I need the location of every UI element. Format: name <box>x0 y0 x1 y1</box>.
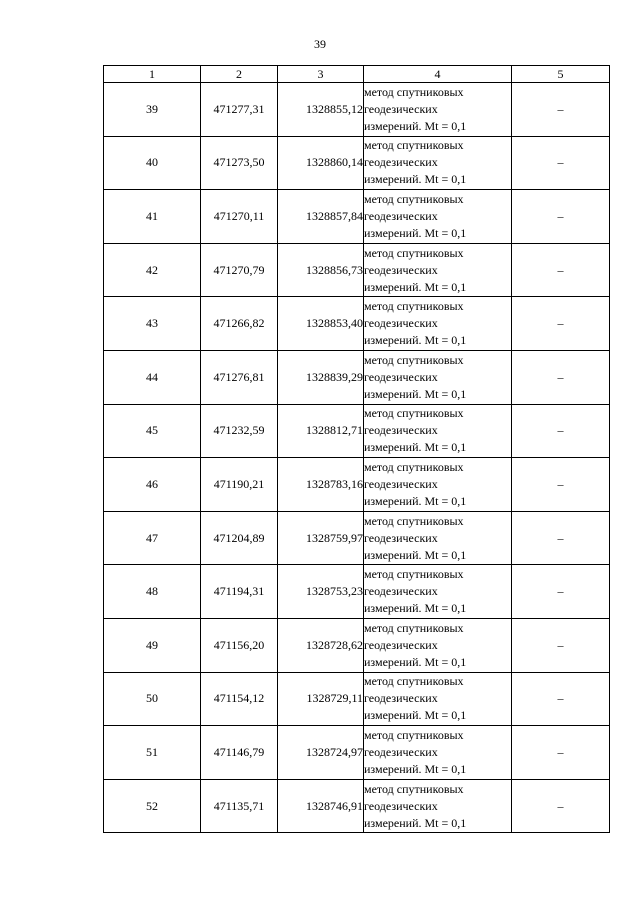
method-cell <box>364 565 512 619</box>
coordinates-table <box>103 65 610 833</box>
x-coordinate-cell: 471277,31 <box>201 83 278 137</box>
method-cell <box>364 190 512 244</box>
method-line: геодезических <box>364 691 438 706</box>
method-cell <box>364 83 512 137</box>
header-col-1: 1 <box>104 66 201 83</box>
header-col-5: 5 <box>512 66 610 83</box>
x-coordinate-cell: 471146,79 <box>201 726 278 780</box>
x-coordinate-cell: 471156,20 <box>201 618 278 672</box>
y-coordinate-cell: 1328728,62 <box>278 618 364 672</box>
note-cell: – <box>512 243 610 297</box>
method-line: метод спутниковых <box>364 191 464 206</box>
table-row <box>104 779 610 833</box>
table-row <box>104 726 610 780</box>
method-line: измерений. Mt = 0,1 <box>364 815 467 830</box>
table-row <box>104 404 610 458</box>
method-line: измерений. Mt = 0,1 <box>364 601 467 616</box>
table-row <box>104 350 610 404</box>
table-row <box>104 458 610 512</box>
x-coordinate-cell: 471204,89 <box>201 511 278 565</box>
note-cell: – <box>512 458 610 512</box>
point-number-cell: 49 <box>104 618 201 672</box>
y-coordinate-cell: 1328853,40 <box>278 297 364 351</box>
y-coordinate-cell: 1328724,97 <box>278 726 364 780</box>
table-row <box>104 565 610 619</box>
y-coordinate-cell: 1328759,97 <box>278 511 364 565</box>
method-line: геодезических <box>364 155 438 170</box>
note-cell: – <box>512 779 610 833</box>
method-line: измерений. Mt = 0,1 <box>364 333 467 348</box>
point-number-cell: 43 <box>104 297 201 351</box>
x-coordinate-cell: 471270,79 <box>201 243 278 297</box>
y-coordinate-cell: 1328729,11 <box>278 672 364 726</box>
point-number-cell: 46 <box>104 458 201 512</box>
method-cell <box>364 350 512 404</box>
method-line: метод спутниковых <box>364 406 464 421</box>
method-line: метод спутниковых <box>364 727 464 742</box>
y-coordinate-cell: 1328856,73 <box>278 243 364 297</box>
table-row <box>104 297 610 351</box>
table-row <box>104 83 610 137</box>
method-line: измерений. Mt = 0,1 <box>364 547 467 562</box>
method-line: геодезических <box>364 208 438 223</box>
method-line: метод спутниковых <box>364 674 464 689</box>
y-coordinate-cell: 1328857,84 <box>278 190 364 244</box>
method-line: метод спутниковых <box>364 299 464 314</box>
note-cell: – <box>512 190 610 244</box>
method-line: измерений. Mt = 0,1 <box>364 708 467 723</box>
method-line: измерений. Mt = 0,1 <box>364 654 467 669</box>
y-coordinate-cell: 1328812,71 <box>278 404 364 458</box>
y-coordinate-cell: 1328746,91 <box>278 779 364 833</box>
method-cell <box>364 243 512 297</box>
table-row <box>104 190 610 244</box>
method-line: метод спутниковых <box>364 84 464 99</box>
method-line: измерений. Mt = 0,1 <box>364 225 467 240</box>
note-cell: – <box>512 350 610 404</box>
note-cell: – <box>512 618 610 672</box>
x-coordinate-cell: 471266,82 <box>201 297 278 351</box>
method-line: измерений. Mt = 0,1 <box>364 493 467 508</box>
point-number-cell: 44 <box>104 350 201 404</box>
note-cell: – <box>512 726 610 780</box>
method-line: метод спутниковых <box>364 459 464 474</box>
method-line: геодезических <box>364 637 438 652</box>
table-row <box>104 618 610 672</box>
y-coordinate-cell: 1328783,16 <box>278 458 364 512</box>
y-coordinate-cell: 1328839,29 <box>278 350 364 404</box>
point-number-cell: 42 <box>104 243 201 297</box>
page-number: 39 <box>314 37 326 51</box>
method-cell <box>364 672 512 726</box>
point-number-cell: 45 <box>104 404 201 458</box>
header-col-4: 4 <box>364 66 512 83</box>
point-number-cell: 50 <box>104 672 201 726</box>
note-cell: – <box>512 136 610 190</box>
method-line: метод спутниковых <box>364 781 464 796</box>
method-line: метод спутниковых <box>364 352 464 367</box>
note-cell: – <box>512 672 610 726</box>
method-line: измерений. Mt = 0,1 <box>364 761 467 776</box>
x-coordinate-cell: 471232,59 <box>201 404 278 458</box>
method-line: геодезических <box>364 369 438 384</box>
table-row <box>104 243 610 297</box>
x-coordinate-cell: 471154,12 <box>201 672 278 726</box>
x-coordinate-cell: 471190,21 <box>201 458 278 512</box>
header-col-3: 3 <box>278 66 364 83</box>
method-cell <box>364 511 512 565</box>
point-number-cell: 39 <box>104 83 201 137</box>
method-cell <box>364 297 512 351</box>
method-cell <box>364 779 512 833</box>
x-coordinate-cell: 471194,31 <box>201 565 278 619</box>
point-number-cell: 41 <box>104 190 201 244</box>
note-cell: – <box>512 404 610 458</box>
y-coordinate-cell: 1328860,14 <box>278 136 364 190</box>
method-line: метод спутниковых <box>364 513 464 528</box>
method-cell <box>364 618 512 672</box>
point-number-cell: 51 <box>104 726 201 780</box>
method-line: геодезических <box>364 101 438 116</box>
method-line: геодезических <box>364 584 438 599</box>
note-cell: – <box>512 297 610 351</box>
point-number-cell: 52 <box>104 779 201 833</box>
note-cell: – <box>512 83 610 137</box>
table-row <box>104 136 610 190</box>
method-cell <box>364 726 512 780</box>
method-line: метод спутниковых <box>364 245 464 260</box>
method-line: метод спутниковых <box>364 620 464 635</box>
point-number-cell: 40 <box>104 136 201 190</box>
note-cell: – <box>512 511 610 565</box>
method-line: геодезических <box>364 316 438 331</box>
method-line: измерений. Mt = 0,1 <box>364 118 467 133</box>
method-line: геодезических <box>364 476 438 491</box>
table-body <box>104 83 610 833</box>
method-line: геодезических <box>364 744 438 759</box>
table-row <box>104 672 610 726</box>
y-coordinate-cell: 1328753,23 <box>278 565 364 619</box>
method-line: измерений. Mt = 0,1 <box>364 386 467 401</box>
method-line: геодезических <box>364 798 438 813</box>
method-line: геодезических <box>364 262 438 277</box>
method-line: измерений. Mt = 0,1 <box>364 279 467 294</box>
note-cell: – <box>512 565 610 619</box>
method-line: метод спутниковых <box>364 567 464 582</box>
x-coordinate-cell: 471135,71 <box>201 779 278 833</box>
method-cell <box>364 458 512 512</box>
method-cell <box>364 404 512 458</box>
method-line: геодезических <box>364 530 438 545</box>
point-number-cell: 47 <box>104 511 201 565</box>
method-line: измерений. Mt = 0,1 <box>364 440 467 455</box>
x-coordinate-cell: 471273,50 <box>201 136 278 190</box>
method-line: геодезических <box>364 423 438 438</box>
header-col-2: 2 <box>201 66 278 83</box>
table-row <box>104 511 610 565</box>
x-coordinate-cell: 471276,81 <box>201 350 278 404</box>
method-line: измерений. Mt = 0,1 <box>364 172 467 187</box>
x-coordinate-cell: 471270,11 <box>201 190 278 244</box>
header-row <box>104 66 610 83</box>
method-line: метод спутниковых <box>364 138 464 153</box>
point-number-cell: 48 <box>104 565 201 619</box>
table-header <box>104 66 610 83</box>
y-coordinate-cell: 1328855,12 <box>278 83 364 137</box>
method-cell <box>364 136 512 190</box>
